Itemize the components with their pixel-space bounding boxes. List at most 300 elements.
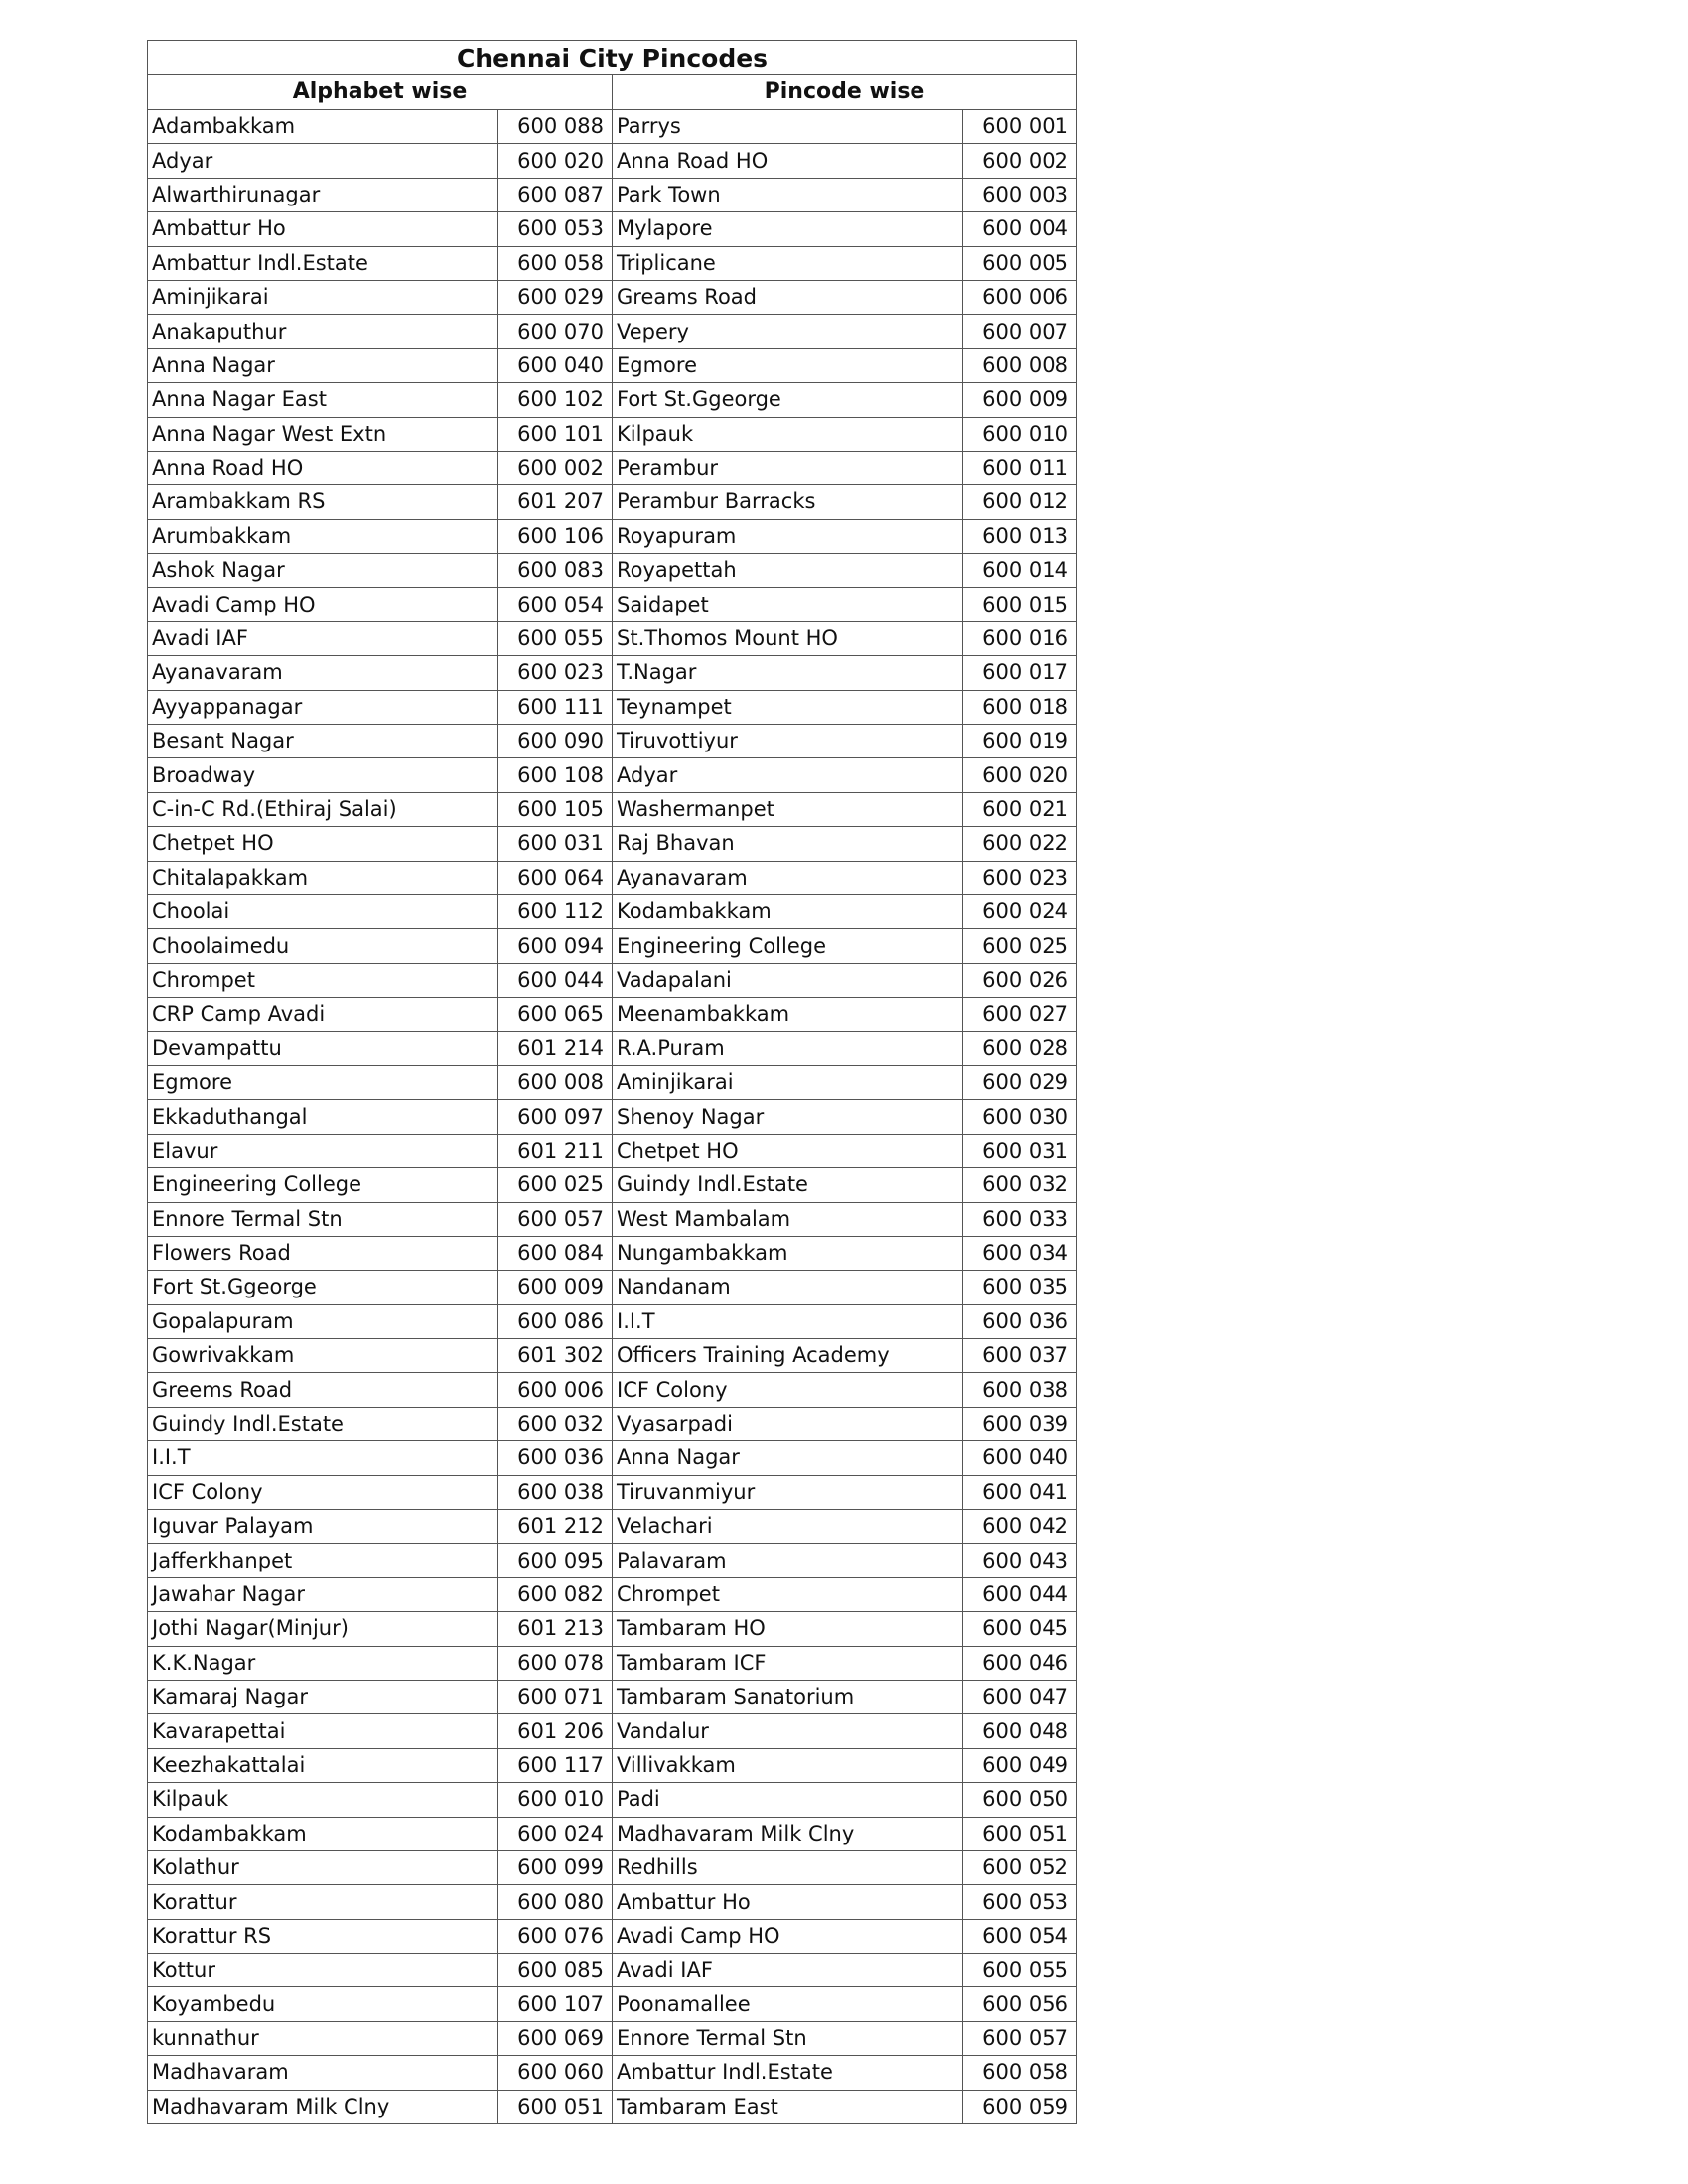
pincode-pin-cell: 600 013 <box>963 519 1077 553</box>
pincode-pin-cell: 600 027 <box>963 998 1077 1031</box>
locality-alpha-cell: I.I.T <box>148 1441 498 1475</box>
pincode-alpha-cell: 600 090 <box>498 725 613 758</box>
locality-pin-cell: Washermanpet <box>613 792 963 826</box>
pincode-alpha-cell: 601 212 <box>498 1510 613 1544</box>
locality-alpha-cell: Fort St.Ggeorge <box>148 1271 498 1304</box>
table-row <box>148 1031 1077 1065</box>
locality-alpha-cell: Kilpauk <box>148 1783 498 1817</box>
locality-alpha-cell: Jawahar Nagar <box>148 1577 498 1611</box>
table-row <box>148 348 1077 382</box>
locality-alpha-cell: Aminjikarai <box>148 280 498 314</box>
table-row <box>148 2056 1077 2090</box>
table-row <box>148 417 1077 451</box>
pincode-alpha-cell: 600 024 <box>498 1817 613 1850</box>
pincode-pin-cell: 600 025 <box>963 929 1077 963</box>
locality-alpha-cell: Chetpet HO <box>148 827 498 861</box>
pincode-alpha-cell: 600 069 <box>498 2021 613 2055</box>
table-row <box>148 725 1077 758</box>
locality-pin-cell: Shenoy Nagar <box>613 1100 963 1134</box>
locality-pin-cell: Vepery <box>613 315 963 348</box>
pincode-alpha-cell: 600 040 <box>498 348 613 382</box>
pincode-alpha-cell: 600 111 <box>498 690 613 724</box>
pincode-pin-cell: 600 059 <box>963 2090 1077 2123</box>
locality-alpha-cell: Korattur <box>148 1885 498 1919</box>
locality-alpha-cell: Adambakkam <box>148 110 498 144</box>
pincode-pin-cell: 600 003 <box>963 178 1077 211</box>
pincode-pin-cell: 600 052 <box>963 1850 1077 1884</box>
pincode-alpha-cell: 600 102 <box>498 383 613 417</box>
table-row <box>148 1100 1077 1134</box>
pincode-pin-cell: 600 001 <box>963 110 1077 144</box>
locality-pin-cell: Mylapore <box>613 212 963 246</box>
locality-alpha-cell: CRP Camp Avadi <box>148 998 498 1031</box>
pincode-alpha-cell: 600 036 <box>498 1441 613 1475</box>
table-row <box>148 110 1077 144</box>
pincode-alpha-cell: 601 302 <box>498 1339 613 1373</box>
pincode-alpha-cell: 600 032 <box>498 1407 613 1440</box>
locality-pin-cell: R.A.Puram <box>613 1031 963 1065</box>
pincode-alpha-cell: 600 085 <box>498 1954 613 1987</box>
pincode-pin-cell: 600 002 <box>963 144 1077 178</box>
pincode-alpha-cell: 600 070 <box>498 315 613 348</box>
locality-alpha-cell: Madhavaram <box>148 2056 498 2090</box>
locality-pin-cell: Guindy Indl.Estate <box>613 1168 963 1202</box>
locality-alpha-cell: Gopalapuram <box>148 1304 498 1338</box>
table-row <box>148 1714 1077 1748</box>
locality-pin-cell: Chetpet HO <box>613 1134 963 1167</box>
table-row <box>148 485 1077 519</box>
locality-pin-cell: Avadi IAF <box>613 1954 963 1987</box>
table-row <box>148 1510 1077 1544</box>
pincode-alpha-cell: 600 064 <box>498 861 613 894</box>
locality-pin-cell: Palavaram <box>613 1544 963 1577</box>
pincode-alpha-cell: 600 055 <box>498 621 613 655</box>
pincode-pin-cell: 600 054 <box>963 1919 1077 1953</box>
table-row <box>148 1475 1077 1509</box>
locality-alpha-cell: Ayanavaram <box>148 656 498 690</box>
locality-pin-cell: Anna Nagar <box>613 1441 963 1475</box>
pincode-alpha-cell: 600 083 <box>498 554 613 588</box>
pincode-alpha-cell: 600 076 <box>498 1919 613 1953</box>
table-row <box>148 1304 1077 1338</box>
table-row <box>148 1680 1077 1713</box>
table-title: Chennai City Pincodes <box>148 41 1077 75</box>
table-row <box>148 827 1077 861</box>
locality-alpha-cell: Kodambakkam <box>148 1817 498 1850</box>
locality-pin-cell: Redhills <box>613 1850 963 1884</box>
locality-alpha-cell: K.K.Nagar <box>148 1646 498 1680</box>
locality-pin-cell: Nandanam <box>613 1271 963 1304</box>
locality-alpha-cell: Kolathur <box>148 1850 498 1884</box>
table-row <box>148 1885 1077 1919</box>
pincode-alpha-cell: 600 038 <box>498 1475 613 1509</box>
locality-alpha-cell: Ambattur Indl.Estate <box>148 246 498 280</box>
locality-pin-cell: Royapettah <box>613 554 963 588</box>
pincode-alpha-cell: 600 023 <box>498 656 613 690</box>
pincode-alpha-cell: 600 009 <box>498 1271 613 1304</box>
table-row <box>148 1373 1077 1407</box>
locality-alpha-cell: Anna Nagar <box>148 348 498 382</box>
pincode-pin-cell: 600 056 <box>963 1987 1077 2021</box>
pincode-alpha-cell: 601 206 <box>498 1714 613 1748</box>
pincode-pin-cell: 600 039 <box>963 1407 1077 1440</box>
locality-pin-cell: Kilpauk <box>613 417 963 451</box>
pincode-pin-cell: 600 041 <box>963 1475 1077 1509</box>
locality-pin-cell: Ayanavaram <box>613 861 963 894</box>
locality-pin-cell: West Mambalam <box>613 1202 963 1236</box>
pincode-pin-cell: 600 004 <box>963 212 1077 246</box>
table-row <box>148 246 1077 280</box>
locality-alpha-cell: Madhavaram Milk Clny <box>148 2090 498 2123</box>
pincode-alpha-cell: 600 108 <box>498 758 613 792</box>
pincode-alpha-cell: 601 213 <box>498 1612 613 1646</box>
locality-pin-cell: Anna Road HO <box>613 144 963 178</box>
table-row <box>148 519 1077 553</box>
table-row <box>148 315 1077 348</box>
table-row <box>148 554 1077 588</box>
pincode-pin-cell: 600 035 <box>963 1271 1077 1304</box>
pincode-alpha-cell: 600 031 <box>498 827 613 861</box>
locality-alpha-cell: Avadi IAF <box>148 621 498 655</box>
pincode-pin-cell: 600 050 <box>963 1783 1077 1817</box>
title-row <box>148 41 1077 75</box>
header-row <box>148 75 1077 110</box>
locality-alpha-cell: Chitalapakkam <box>148 861 498 894</box>
table-row <box>148 1168 1077 1202</box>
table-row <box>148 1544 1077 1577</box>
locality-pin-cell: Poonamallee <box>613 1987 963 2021</box>
table-row <box>148 929 1077 963</box>
locality-pin-cell: Greams Road <box>613 280 963 314</box>
table-row <box>148 1954 1077 1987</box>
locality-alpha-cell: Ayyappanagar <box>148 690 498 724</box>
pincode-pin-cell: 600 024 <box>963 894 1077 928</box>
locality-pin-cell: Nungambakkam <box>613 1236 963 1270</box>
locality-alpha-cell: Elavur <box>148 1134 498 1167</box>
pincode-alpha-cell: 600 008 <box>498 1065 613 1099</box>
locality-alpha-cell: Iguvar Palayam <box>148 1510 498 1544</box>
pincode-pin-cell: 600 044 <box>963 1577 1077 1611</box>
locality-alpha-cell: Koyambedu <box>148 1987 498 2021</box>
pincode-pin-cell: 600 016 <box>963 621 1077 655</box>
pincode-alpha-cell: 600 117 <box>498 1748 613 1782</box>
pincode-alpha-cell: 600 051 <box>498 2090 613 2123</box>
pincode-pin-cell: 600 014 <box>963 554 1077 588</box>
pincode-pin-cell: 600 034 <box>963 1236 1077 1270</box>
pincode-pin-cell: 600 036 <box>963 1304 1077 1338</box>
locality-pin-cell: Tambaram Sanatorium <box>613 1680 963 1713</box>
locality-alpha-cell: Flowers Road <box>148 1236 498 1270</box>
pincode-pin-cell: 600 019 <box>963 725 1077 758</box>
pincode-pin-cell: 600 047 <box>963 1680 1077 1713</box>
table-row <box>148 1577 1077 1611</box>
table-row <box>148 144 1077 178</box>
table-row <box>148 1783 1077 1817</box>
pincode-alpha-cell: 600 054 <box>498 588 613 621</box>
pincode-alpha-cell: 601 211 <box>498 1134 613 1167</box>
locality-alpha-cell: Korattur RS <box>148 1919 498 1953</box>
locality-alpha-cell: Avadi Camp HO <box>148 588 498 621</box>
locality-pin-cell: Fort St.Ggeorge <box>613 383 963 417</box>
pincode-pin-cell: 600 022 <box>963 827 1077 861</box>
locality-alpha-cell: Egmore <box>148 1065 498 1099</box>
table-row <box>148 963 1077 997</box>
pincode-alpha-cell: 600 087 <box>498 178 613 211</box>
pincode-pin-cell: 600 029 <box>963 1065 1077 1099</box>
table-row <box>148 588 1077 621</box>
locality-alpha-cell: Jothi Nagar(Minjur) <box>148 1612 498 1646</box>
table-row <box>148 1748 1077 1782</box>
locality-pin-cell: Kodambakkam <box>613 894 963 928</box>
locality-pin-cell: T.Nagar <box>613 656 963 690</box>
pincode-alpha-cell: 600 082 <box>498 1577 613 1611</box>
table-row <box>148 178 1077 211</box>
table-row <box>148 1850 1077 1884</box>
locality-alpha-cell: Adyar <box>148 144 498 178</box>
pincode-pin-cell: 600 033 <box>963 1202 1077 1236</box>
locality-pin-cell: Ambattur Indl.Estate <box>613 2056 963 2090</box>
table-row <box>148 1919 1077 1953</box>
pincode-pin-cell: 600 015 <box>963 588 1077 621</box>
pincode-alpha-cell: 600 029 <box>498 280 613 314</box>
header-pincode-wise: Pincode wise <box>613 75 1077 110</box>
pincode-alpha-cell: 600 025 <box>498 1168 613 1202</box>
pincode-pin-cell: 600 009 <box>963 383 1077 417</box>
pincode-alpha-cell: 600 060 <box>498 2056 613 2090</box>
locality-pin-cell: Tambaram HO <box>613 1612 963 1646</box>
pincode-pin-cell: 600 020 <box>963 758 1077 792</box>
pincode-alpha-cell: 600 080 <box>498 1885 613 1919</box>
pincode-alpha-cell: 600 010 <box>498 1783 613 1817</box>
table-row <box>148 690 1077 724</box>
locality-pin-cell: Meenambakkam <box>613 998 963 1031</box>
pincode-alpha-cell: 600 006 <box>498 1373 613 1407</box>
locality-pin-cell: Saidapet <box>613 588 963 621</box>
pincode-pin-cell: 600 040 <box>963 1441 1077 1475</box>
locality-pin-cell: Egmore <box>613 348 963 382</box>
table-row <box>148 1612 1077 1646</box>
pincode-alpha-cell: 601 214 <box>498 1031 613 1065</box>
locality-pin-cell: Park Town <box>613 178 963 211</box>
table-row <box>148 1987 1077 2021</box>
locality-pin-cell: Padi <box>613 1783 963 1817</box>
pincode-pin-cell: 600 046 <box>963 1646 1077 1680</box>
pincode-pin-cell: 600 031 <box>963 1134 1077 1167</box>
locality-pin-cell: Raj Bhavan <box>613 827 963 861</box>
locality-pin-cell: ICF Colony <box>613 1373 963 1407</box>
locality-alpha-cell: Anakaputhur <box>148 315 498 348</box>
pincode-pin-cell: 600 058 <box>963 2056 1077 2090</box>
locality-alpha-cell: Engineering College <box>148 1168 498 1202</box>
pincode-alpha-cell: 600 094 <box>498 929 613 963</box>
locality-alpha-cell: Ennore Termal Stn <box>148 1202 498 1236</box>
table-row <box>148 1134 1077 1167</box>
pincode-alpha-cell: 600 086 <box>498 1304 613 1338</box>
locality-pin-cell: Tambaram ICF <box>613 1646 963 1680</box>
locality-pin-cell: Ambattur Ho <box>613 1885 963 1919</box>
pincode-pin-cell: 600 023 <box>963 861 1077 894</box>
locality-pin-cell: Adyar <box>613 758 963 792</box>
pincode-pin-cell: 600 006 <box>963 280 1077 314</box>
table-row <box>148 1236 1077 1270</box>
locality-pin-cell: Tiruvanmiyur <box>613 1475 963 1509</box>
locality-pin-cell: Perambur <box>613 451 963 484</box>
table-row <box>148 792 1077 826</box>
table-row <box>148 656 1077 690</box>
pincode-pin-cell: 600 043 <box>963 1544 1077 1577</box>
locality-alpha-cell: Ekkaduthangal <box>148 1100 498 1134</box>
locality-pin-cell: Vandalur <box>613 1714 963 1748</box>
locality-alpha-cell: ICF Colony <box>148 1475 498 1509</box>
locality-pin-cell: Parrys <box>613 110 963 144</box>
pincode-alpha-cell: 600 071 <box>498 1680 613 1713</box>
table-row <box>148 280 1077 314</box>
locality-pin-cell: Engineering College <box>613 929 963 963</box>
locality-pin-cell: Tiruvottiyur <box>613 725 963 758</box>
pincode-pin-cell: 600 049 <box>963 1748 1077 1782</box>
pincode-alpha-cell: 600 112 <box>498 894 613 928</box>
table-row <box>148 1646 1077 1680</box>
locality-alpha-cell: Chrompet <box>148 963 498 997</box>
pincode-pin-cell: 600 008 <box>963 348 1077 382</box>
locality-pin-cell: Villivakkam <box>613 1748 963 1782</box>
locality-alpha-cell: Ambattur Ho <box>148 212 498 246</box>
table-row <box>148 998 1077 1031</box>
locality-alpha-cell: Kamaraj Nagar <box>148 1680 498 1713</box>
locality-alpha-cell: Gowrivakkam <box>148 1339 498 1373</box>
table-row <box>148 212 1077 246</box>
table-row <box>148 1441 1077 1475</box>
pincode-pin-cell: 600 017 <box>963 656 1077 690</box>
locality-alpha-cell: Devampattu <box>148 1031 498 1065</box>
locality-alpha-cell: Broadway <box>148 758 498 792</box>
pincode-pin-cell: 600 011 <box>963 451 1077 484</box>
table-row <box>148 2090 1077 2123</box>
locality-pin-cell: Aminjikarai <box>613 1065 963 1099</box>
pincode-pin-cell: 600 042 <box>963 1510 1077 1544</box>
pincode-pin-cell: 600 048 <box>963 1714 1077 1748</box>
table-row <box>148 2021 1077 2055</box>
pincode-alpha-cell: 600 106 <box>498 519 613 553</box>
pincode-pin-cell: 600 051 <box>963 1817 1077 1850</box>
locality-alpha-cell: Choolai <box>148 894 498 928</box>
pincode-alpha-cell: 600 053 <box>498 212 613 246</box>
pincode-pin-cell: 600 038 <box>963 1373 1077 1407</box>
pincode-pin-cell: 600 028 <box>963 1031 1077 1065</box>
pincode-pin-cell: 600 018 <box>963 690 1077 724</box>
locality-alpha-cell: Besant Nagar <box>148 725 498 758</box>
locality-alpha-cell: Kavarapettai <box>148 1714 498 1748</box>
locality-alpha-cell: Keezhakattalai <box>148 1748 498 1782</box>
table-row <box>148 1271 1077 1304</box>
locality-pin-cell: Royapuram <box>613 519 963 553</box>
pincode-alpha-cell: 600 101 <box>498 417 613 451</box>
pincode-alpha-cell: 601 207 <box>498 485 613 519</box>
header-alphabet-wise: Alphabet wise <box>148 75 613 110</box>
pincode-pin-cell: 600 021 <box>963 792 1077 826</box>
pincode-alpha-cell: 600 107 <box>498 1987 613 2021</box>
locality-alpha-cell: Guindy Indl.Estate <box>148 1407 498 1440</box>
pincode-pin-cell: 600 010 <box>963 417 1077 451</box>
locality-pin-cell: Teynampet <box>613 690 963 724</box>
table-row <box>148 861 1077 894</box>
locality-alpha-cell: Anna Road HO <box>148 451 498 484</box>
pincode-pin-cell: 600 055 <box>963 1954 1077 1987</box>
pincode-pin-cell: 600 026 <box>963 963 1077 997</box>
locality-pin-cell: Avadi Camp HO <box>613 1919 963 1953</box>
table-row <box>148 758 1077 792</box>
table-row <box>148 1339 1077 1373</box>
pincode-alpha-cell: 600 058 <box>498 246 613 280</box>
pincode-alpha-cell: 600 088 <box>498 110 613 144</box>
pincode-alpha-cell: 600 084 <box>498 1236 613 1270</box>
pincode-alpha-cell: 600 095 <box>498 1544 613 1577</box>
locality-alpha-cell: Arambakkam RS <box>148 485 498 519</box>
locality-alpha-cell: Alwarthirunagar <box>148 178 498 211</box>
table-row <box>148 1202 1077 1236</box>
locality-pin-cell: Vyasarpadi <box>613 1407 963 1440</box>
pincode-table <box>147 40 1077 2124</box>
locality-pin-cell: Officers Training Academy <box>613 1339 963 1373</box>
locality-alpha-cell: Ashok Nagar <box>148 554 498 588</box>
locality-pin-cell: Velachari <box>613 1510 963 1544</box>
pincode-alpha-cell: 600 097 <box>498 1100 613 1134</box>
table-row <box>148 621 1077 655</box>
locality-pin-cell: Tambaram East <box>613 2090 963 2123</box>
table-row <box>148 1065 1077 1099</box>
locality-pin-cell: Ennore Termal Stn <box>613 2021 963 2055</box>
pincode-alpha-cell: 600 002 <box>498 451 613 484</box>
locality-pin-cell: St.Thomos Mount HO <box>613 621 963 655</box>
locality-pin-cell: Vadapalani <box>613 963 963 997</box>
pincode-pin-cell: 600 012 <box>963 485 1077 519</box>
table-row <box>148 451 1077 484</box>
locality-pin-cell: Madhavaram Milk Clny <box>613 1817 963 1850</box>
locality-pin-cell: I.I.T <box>613 1304 963 1338</box>
locality-alpha-cell: Choolaimedu <box>148 929 498 963</box>
pincode-pin-cell: 600 032 <box>963 1168 1077 1202</box>
pincode-alpha-cell: 600 065 <box>498 998 613 1031</box>
locality-pin-cell: Triplicane <box>613 246 963 280</box>
locality-alpha-cell: Anna Nagar East <box>148 383 498 417</box>
pincode-pin-cell: 600 007 <box>963 315 1077 348</box>
table-row <box>148 1817 1077 1850</box>
pincode-alpha-cell: 600 078 <box>498 1646 613 1680</box>
locality-alpha-cell: Jafferkhanpet <box>148 1544 498 1577</box>
pincode-pin-cell: 600 005 <box>963 246 1077 280</box>
pincode-pin-cell: 600 045 <box>963 1612 1077 1646</box>
locality-alpha-cell: Greems Road <box>148 1373 498 1407</box>
pincode-pin-cell: 600 053 <box>963 1885 1077 1919</box>
locality-alpha-cell: Arumbakkam <box>148 519 498 553</box>
pincode-alpha-cell: 600 057 <box>498 1202 613 1236</box>
locality-pin-cell: Perambur Barracks <box>613 485 963 519</box>
locality-pin-cell: Chrompet <box>613 1577 963 1611</box>
locality-alpha-cell: C-in-C Rd.(Ethiraj Salai) <box>148 792 498 826</box>
pincode-pin-cell: 600 037 <box>963 1339 1077 1373</box>
pincode-alpha-cell: 600 105 <box>498 792 613 826</box>
pincode-alpha-cell: 600 099 <box>498 1850 613 1884</box>
table-row <box>148 383 1077 417</box>
pincode-pin-cell: 600 057 <box>963 2021 1077 2055</box>
table-row <box>148 1407 1077 1440</box>
locality-alpha-cell: Anna Nagar West Extn <box>148 417 498 451</box>
pincode-alpha-cell: 600 044 <box>498 963 613 997</box>
table-row <box>148 894 1077 928</box>
locality-alpha-cell: kunnathur <box>148 2021 498 2055</box>
pincode-pin-cell: 600 030 <box>963 1100 1077 1134</box>
pincode-alpha-cell: 600 020 <box>498 144 613 178</box>
